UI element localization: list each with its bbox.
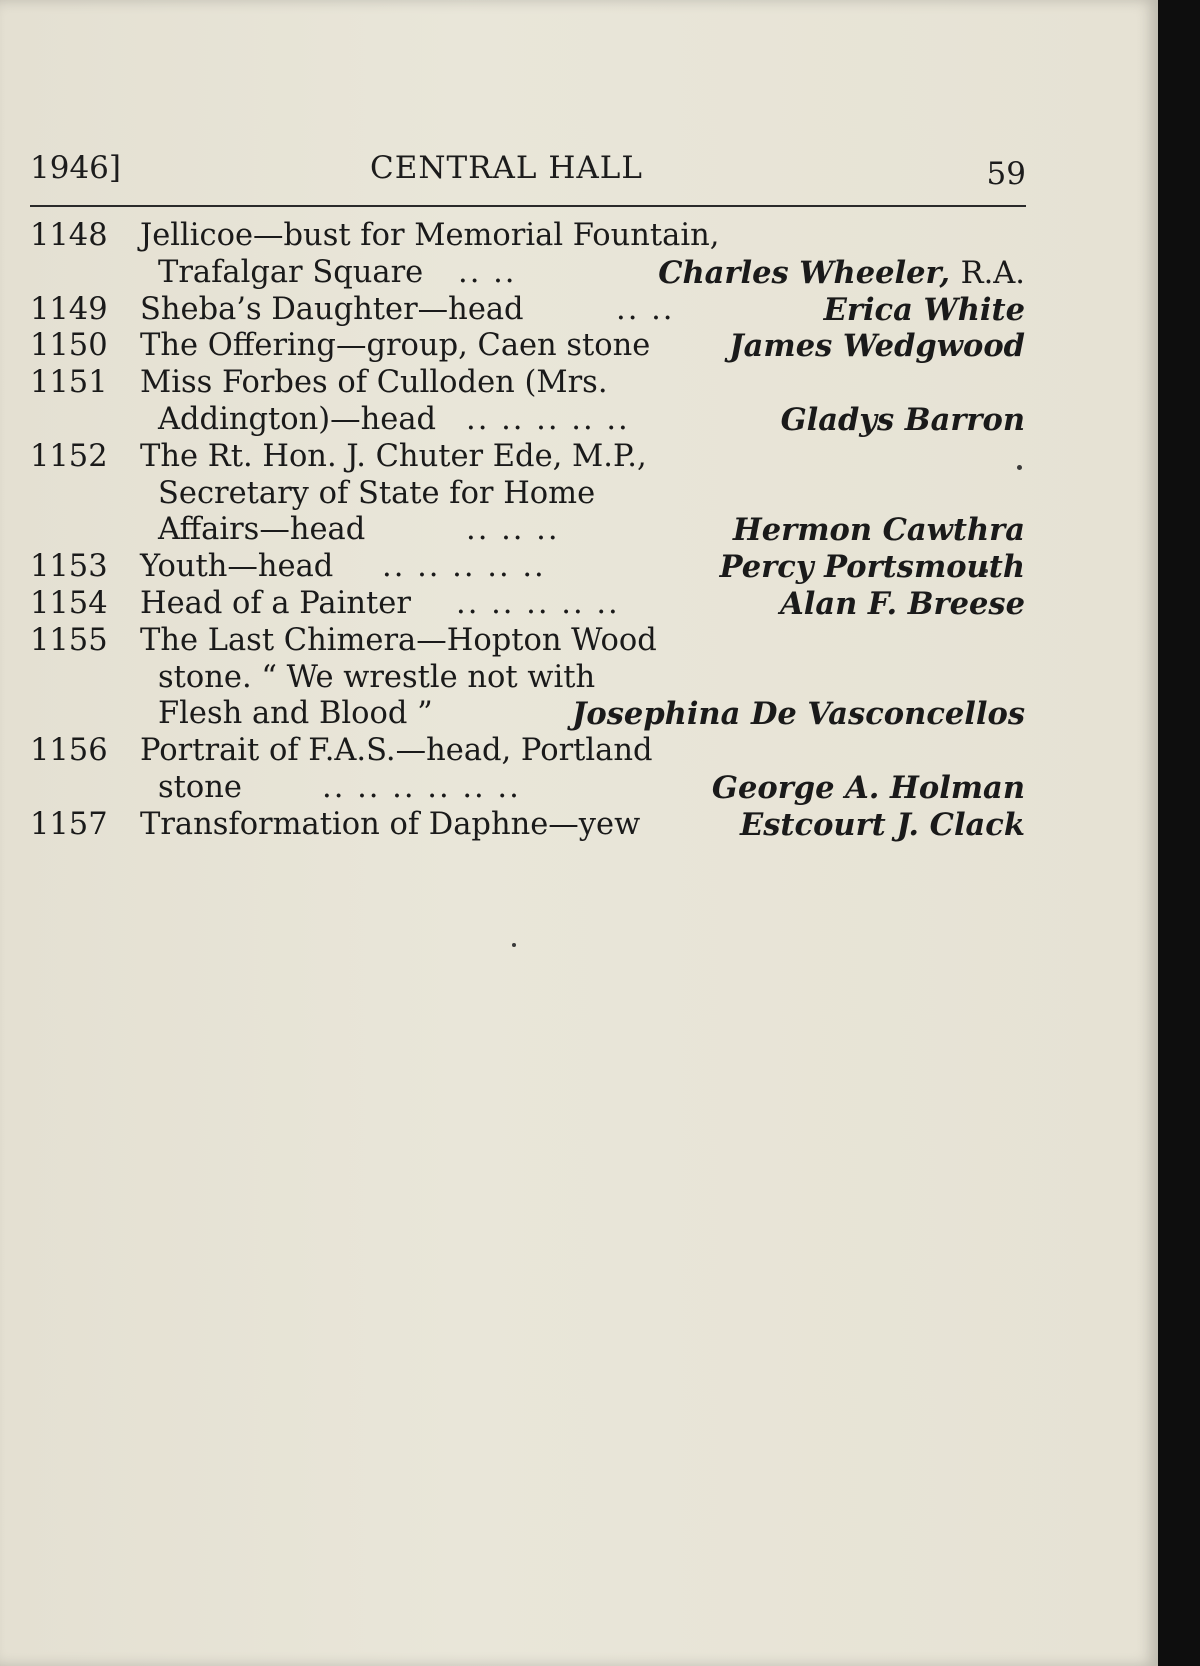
entry-title-line: Head of a Painter bbox=[140, 585, 411, 621]
catalogue-entries bbox=[0, 218, 1060, 844]
artist-name: Alan F. Breese bbox=[780, 585, 1025, 622]
entry-number: 1150 bbox=[30, 328, 108, 364]
entry-title-line: Affairs—head bbox=[158, 512, 366, 548]
entry-title-line: Sheba’s Daughter—head bbox=[140, 291, 524, 327]
entry-number: 1155 bbox=[30, 622, 108, 658]
artist-name: Estcourt J. Clack bbox=[740, 806, 1025, 843]
entry-number: 1149 bbox=[30, 291, 108, 327]
leader-dots: .. .. .. .. .. bbox=[456, 585, 620, 621]
entry-title-line: stone bbox=[158, 769, 242, 805]
entry-title-line: Trafalgar Square bbox=[158, 254, 424, 290]
entry-1153 bbox=[0, 549, 1060, 586]
entry-title-line: Youth—head bbox=[140, 549, 334, 585]
artist-name: Gladys Barron bbox=[780, 401, 1025, 438]
artist-name: Percy Portsmouth bbox=[719, 549, 1025, 586]
entry-1150 bbox=[0, 328, 1060, 365]
entry-title-line: Transformation of Daphne—yew bbox=[140, 806, 641, 842]
entry-1157 bbox=[0, 807, 1060, 844]
entry-title-line: The Last Chimera—Hopton Wood bbox=[140, 622, 657, 658]
entry-title-line: The Rt. Hon. J. Chuter Ede, M.P., bbox=[140, 438, 647, 474]
entry-title-line: Miss Forbes of Culloden (Mrs. bbox=[140, 365, 608, 401]
artist-name: George A. Holman bbox=[711, 769, 1025, 806]
header-year: 1946] bbox=[30, 150, 121, 186]
artist-name: Hermon Cawthra bbox=[732, 512, 1025, 549]
entry-title-line: Addington)—head bbox=[158, 401, 437, 437]
entry-number: 1152 bbox=[30, 438, 108, 474]
header-rule bbox=[30, 205, 1026, 207]
entry-number: 1148 bbox=[30, 218, 108, 253]
artist-name: Josephina De Vasconcellos bbox=[571, 696, 1025, 733]
entry-number: 1154 bbox=[30, 585, 108, 621]
ink-speck bbox=[512, 943, 516, 947]
page-number: 59 bbox=[986, 156, 1026, 192]
entry-title-line: Flesh and Blood ” bbox=[158, 696, 433, 732]
entry-1148 bbox=[0, 218, 1060, 292]
entry-title-line: Secretary of State for Home bbox=[158, 475, 596, 511]
entry-number: 1153 bbox=[30, 549, 108, 585]
entry-1149 bbox=[0, 292, 1060, 329]
entry-number: 1157 bbox=[30, 806, 108, 842]
artist-name: James Wedgwood bbox=[729, 328, 1025, 365]
entry-title-line: The Offering—group, Caen stone bbox=[140, 328, 651, 364]
entry-1156 bbox=[0, 733, 1060, 807]
entry-1152 bbox=[0, 439, 1060, 549]
leader-dots: .. .. bbox=[616, 291, 675, 327]
leader-dots: .. .. .. bbox=[466, 512, 560, 548]
artist-honours: R.A. bbox=[960, 255, 1025, 291]
leader-dots: .. .. bbox=[458, 254, 517, 290]
header-title: CENTRAL HALL bbox=[370, 150, 643, 186]
entry-number: 1151 bbox=[30, 365, 108, 401]
leader-dots: .. .. .. .. .. bbox=[382, 549, 546, 585]
entry-title-line: stone. “ We wrestle not with bbox=[158, 659, 596, 695]
leader-dots: .. .. .. .. .. .. bbox=[322, 769, 521, 805]
entry-title-line: Portrait of F.A.S.—head, Portland bbox=[140, 733, 653, 769]
leader-dots: .. .. .. .. .. bbox=[466, 401, 630, 437]
entry-1155 bbox=[0, 623, 1060, 733]
entry-title-line: Jellicoe—bust for Memorial Fountain, bbox=[140, 218, 720, 253]
artist-name: Erica White bbox=[823, 291, 1025, 328]
entry-1154 bbox=[0, 586, 1060, 623]
artist-name: Charles Wheeler, R.A. bbox=[658, 254, 1025, 291]
entry-1151 bbox=[0, 365, 1060, 439]
page-header bbox=[30, 150, 1026, 200]
entry-number: 1156 bbox=[30, 733, 108, 769]
